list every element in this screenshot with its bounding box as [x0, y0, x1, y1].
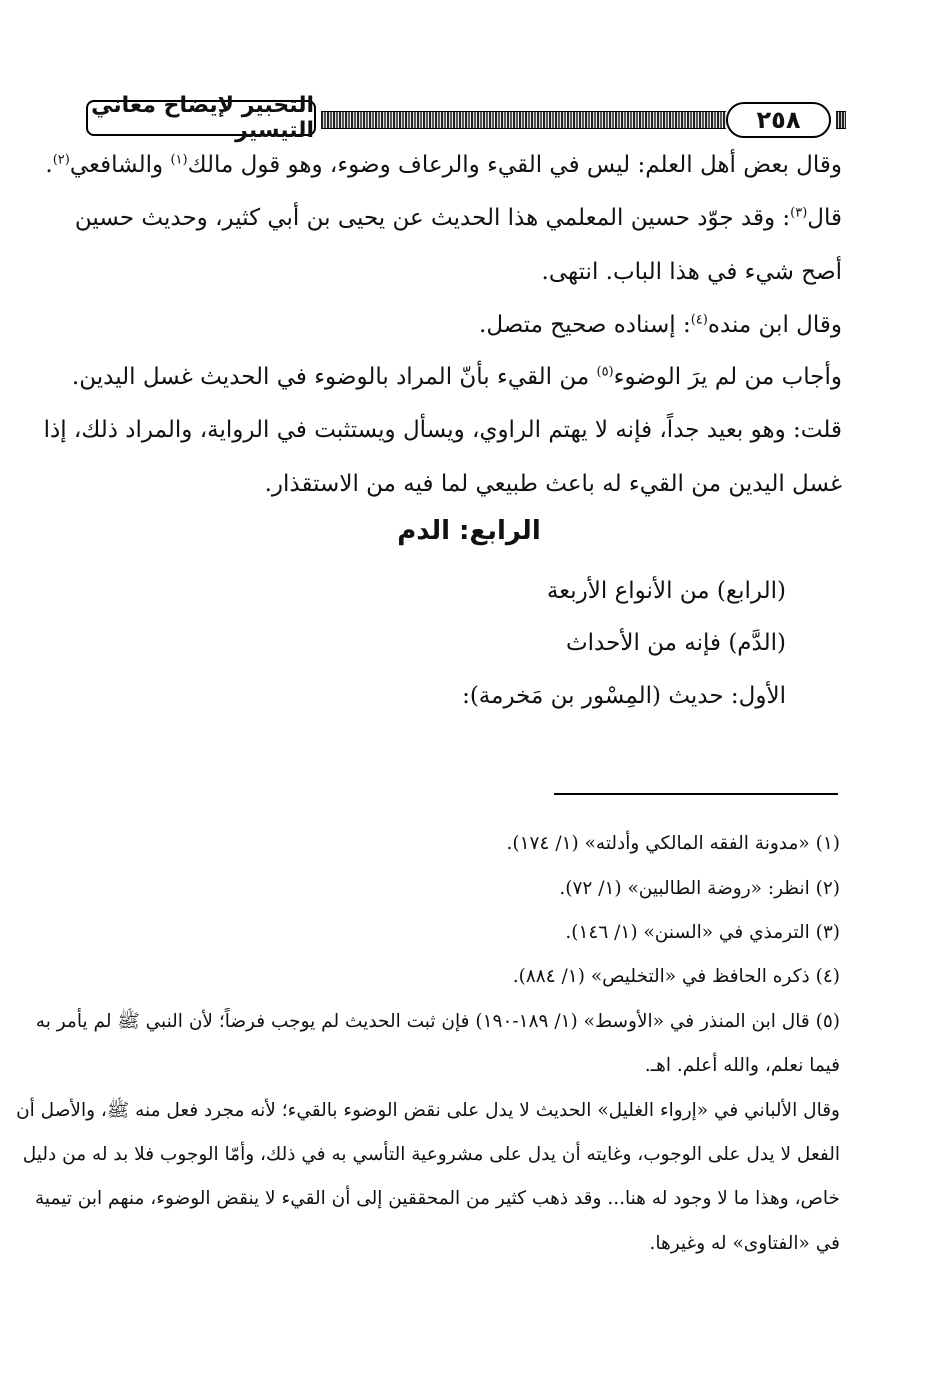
text-line: وقال ابن منده$^{(٤)}$: إسناده صحيح متصل. — [479, 312, 842, 338]
text-line: وأجاب من لم يرَ الوضوء$^{(٥)}$ من القيء بأنّ المراد بالوضوء في الحديث غسل اليدين. — [71, 364, 842, 390]
header-ornament-end — [836, 111, 846, 129]
text-line: قلت: وهو بعيد جداً، فإنه لا يهتم الراوي، ويسأل ويستثبت في الرواية، والمراد ذلك، إذا — [43, 417, 842, 443]
page-number: ٢٥٨ — [726, 102, 831, 138]
text-line: وقال بعض أهل العلم: ليس في القيء والرعاف وضوء، وهو قول مالك$^{(١)}$ والشافعي$^{(٢)}$. — [45, 152, 842, 178]
section-line: (الدَّم) فإنه من الأحداث — [566, 630, 786, 656]
section-line: (الرابع) من الأنواع الأربعة — [546, 578, 786, 604]
footnote-continuation: خاص، وهذا ما لا وجود له هنا... وقد ذهب كثير من المحققين إلى أن القيء لا ينقض الوضوء، منهم ابن تيمية — [35, 1188, 840, 1209]
footnote-continuation: الفعل لا يدل على الوجوب، وغايته أن يدل على مشروعية التأسي به في ذلك، وأمّا الوجوب فلا بد له من دليل — [22, 1144, 840, 1165]
footnote-separator — [554, 793, 838, 795]
footnote: (٤) ذكره الحافظ في «التخليص» (١/ ٨٨٤). — [512, 966, 840, 987]
footnote: (٢) انظر: «روضة الطالبين» (١/ ٧٢). — [559, 878, 840, 899]
text-line: قال$^{(٣)}$: وقد جوّد حسين المعلمي هذا الحديث عن يحيى بن أبي كثير، وحديث حسين — [74, 205, 842, 231]
footnote: (٣) الترمذي في «السنن» (١/ ١٤٦). — [565, 922, 840, 943]
section-heading: الرابع: الدم — [397, 516, 541, 546]
book-title: التحبير لإيضاح معاني التيسير — [86, 100, 316, 136]
footnote: (١) «مدونة الفقه المالكي وأدلته» (١/ ١٧٤). — [506, 833, 840, 854]
footnote-continuation: في «الفتاوى» له وغيرها. — [649, 1233, 840, 1254]
footnote-continuation: فيما نعلم، والله أعلم. اهـ. — [644, 1055, 840, 1076]
header-ornament-bar — [321, 111, 726, 129]
text-line: أصح شيء في هذا الباب. انتهى. — [541, 259, 842, 285]
section-line: الأول: حديث (المِسْور بن مَخرمة): — [462, 683, 786, 709]
footnote: (٥) قال ابن المنذر في «الأوسط» (١/ ١٨٩-١٩٠) فإن ثبت الحديث لم يوجب فرضاً؛ لأن النبي ﷺ لم يأمر به — [35, 1011, 840, 1032]
footnote-continuation: وقال الألباني في «إرواء الغليل» الحديث لا يدل على نقض الوضوء بالقيء؛ لأنه مجرد فعل منه ﷺ، والأصل أن — [16, 1100, 840, 1121]
page-header — [86, 93, 846, 144]
text-line: غسل اليدين من القيء له باعث طبيعي لما فيه من الاستقذار. — [264, 471, 842, 497]
